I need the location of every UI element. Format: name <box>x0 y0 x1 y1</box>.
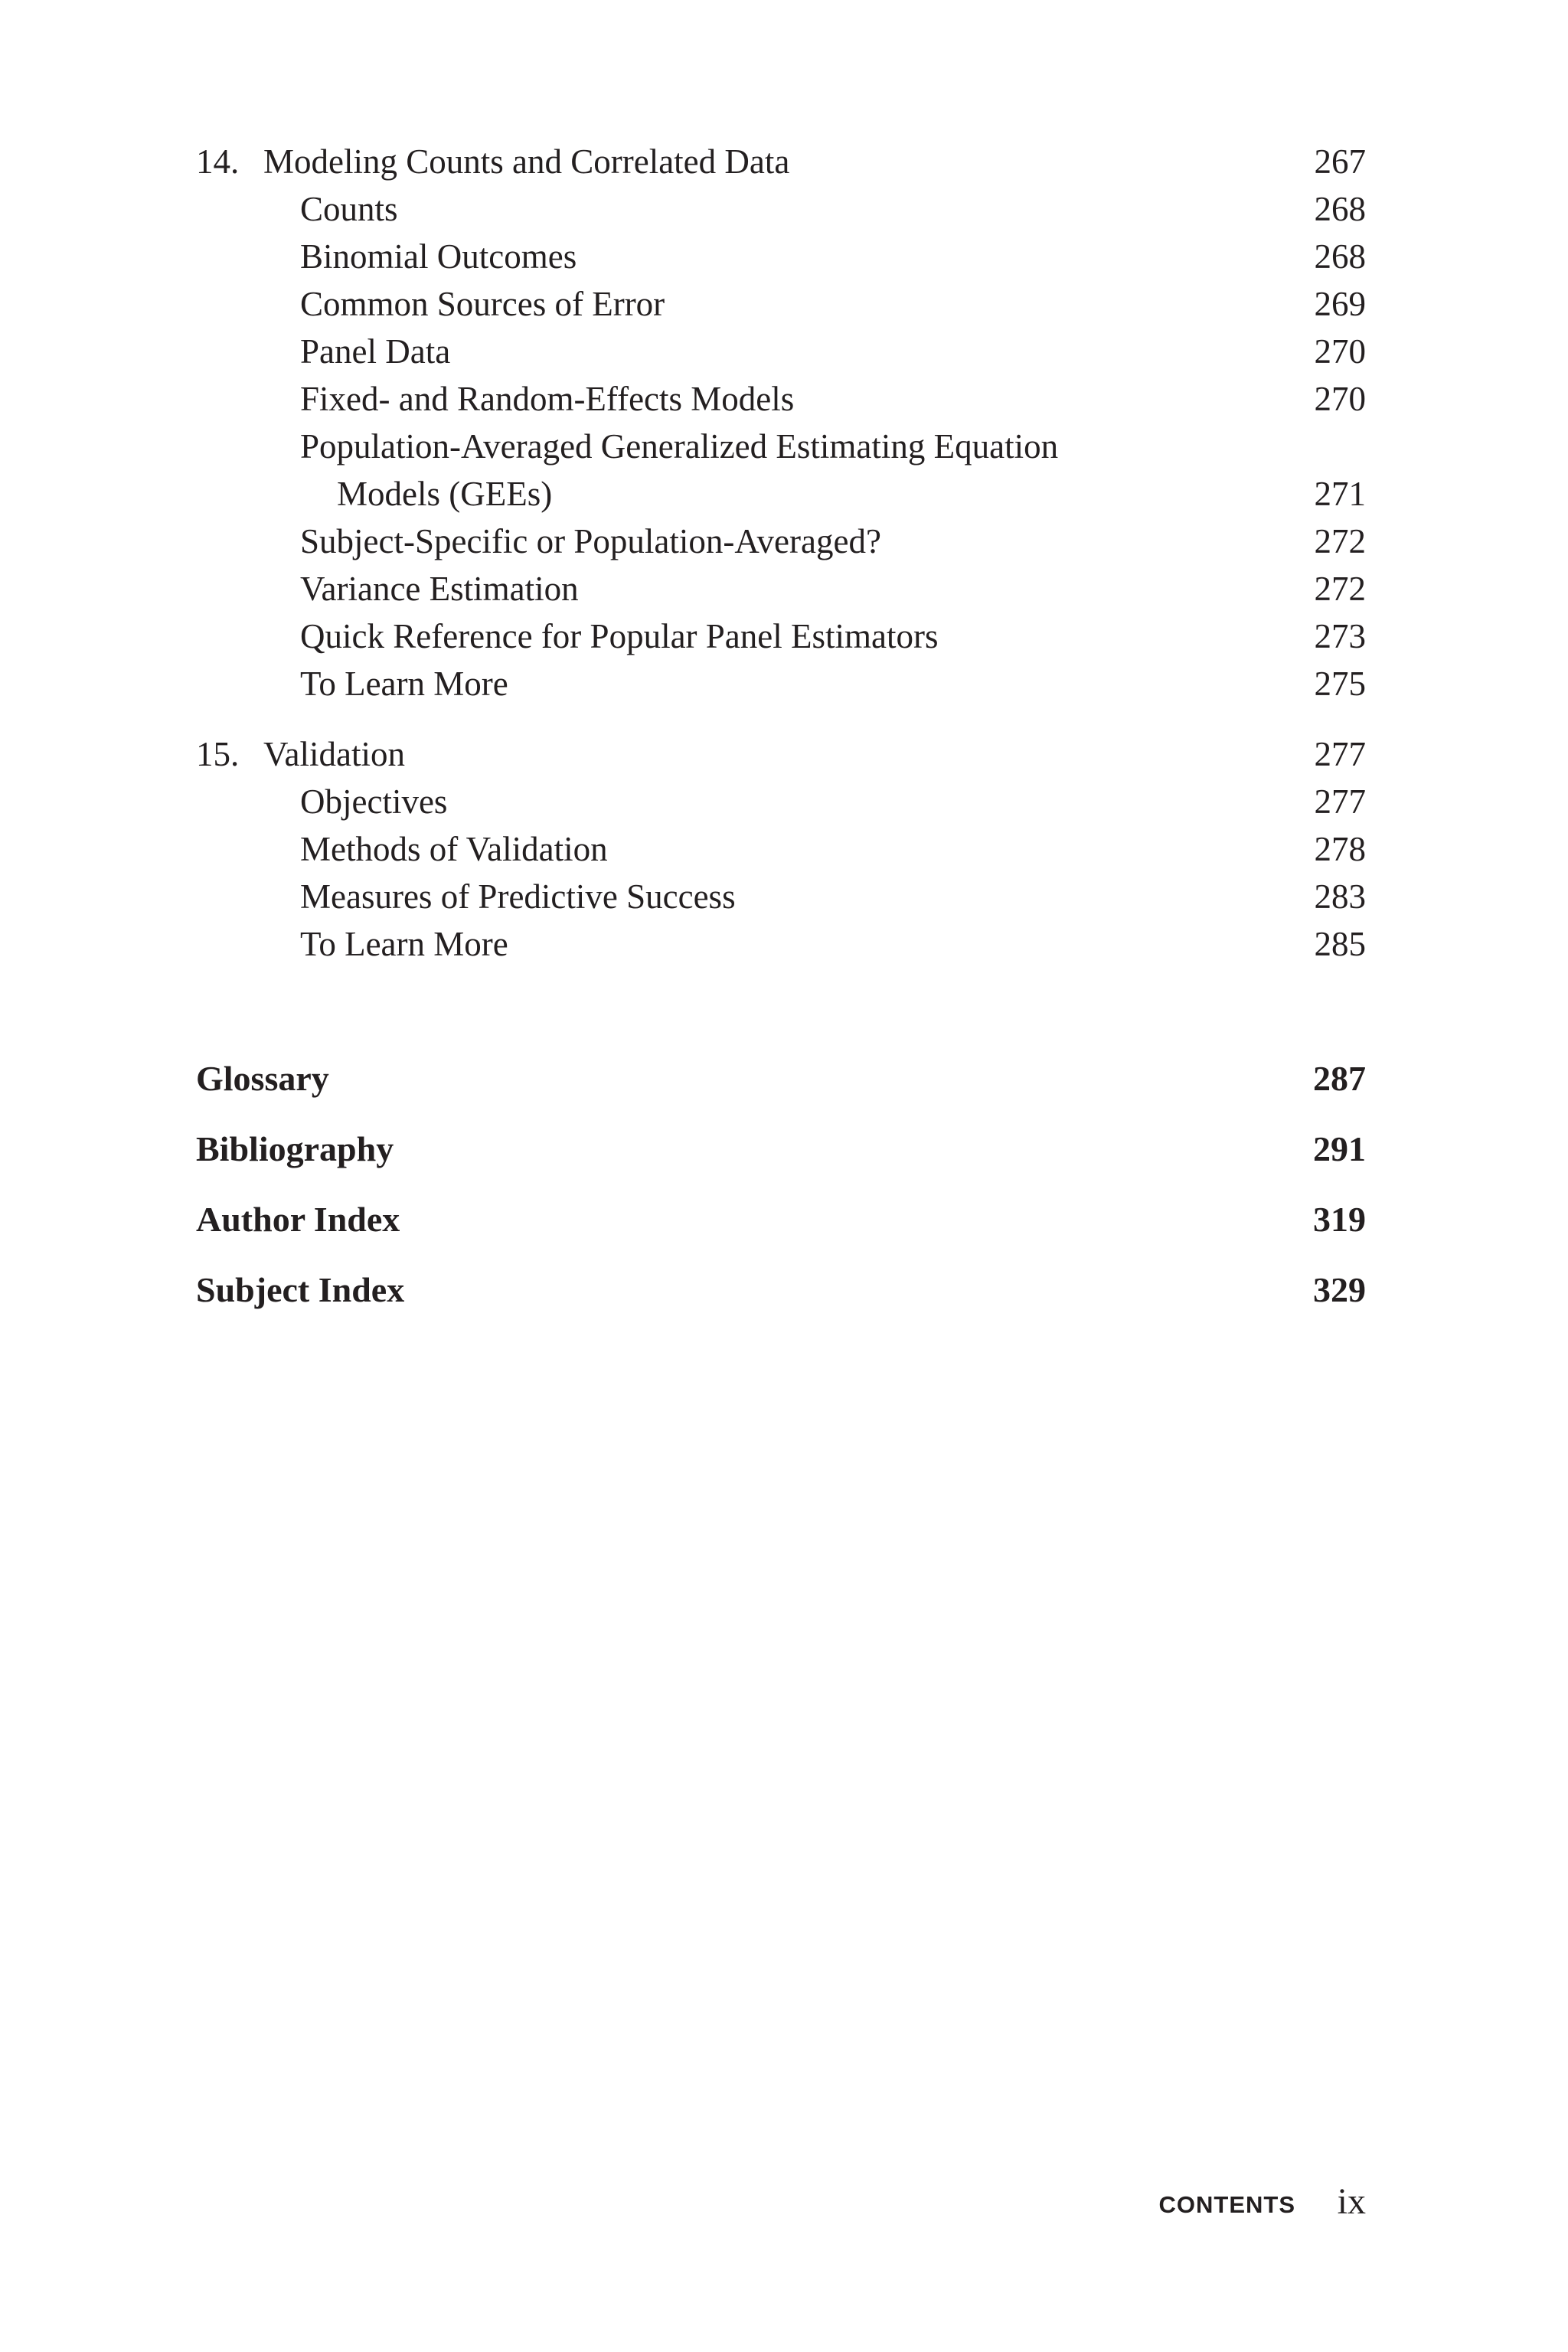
toc-section[interactable] <box>196 233 1366 280</box>
section-title: Variance Estimation <box>300 570 579 608</box>
section-page: 270 <box>1314 332 1366 371</box>
section-page: 268 <box>1314 190 1366 228</box>
chapter-number: 15. <box>196 735 240 773</box>
section-title: To Learn More <box>300 925 508 963</box>
back-matter-page: 287 <box>1313 1059 1366 1098</box>
section-page: 269 <box>1314 285 1366 323</box>
chapter-number: 14. <box>196 142 240 181</box>
toc-chapter-15[interactable] <box>196 730 1366 778</box>
toc-section[interactable] <box>196 873 1366 920</box>
section-title: Binomial Outcomes <box>300 237 577 276</box>
toc-chapter-14[interactable] <box>196 138 1366 185</box>
toc-section[interactable] <box>196 660 1366 707</box>
toc-section[interactable] <box>196 778 1366 825</box>
back-matter-title: Subject Index <box>196 1270 405 1309</box>
section-page: 271 <box>1314 475 1366 513</box>
running-head: CONTENTS <box>1158 2191 1295 2218</box>
toc-back-matter-bibliography[interactable] <box>196 1125 1366 1173</box>
toc-section[interactable] <box>196 920 1366 968</box>
back-matter-page: 329 <box>1313 1270 1366 1309</box>
back-matter-page: 291 <box>1313 1129 1366 1168</box>
toc-section[interactable] <box>196 825 1366 873</box>
section-title: Subject-Specific or Population-Averaged? <box>300 522 881 560</box>
section-page: 273 <box>1314 617 1366 655</box>
section-page: 275 <box>1314 665 1366 703</box>
section-title: Fixed- and Random-Effects Models <box>300 380 795 418</box>
toc-section[interactable] <box>196 565 1366 612</box>
page-footer <box>1072 2179 1366 2225</box>
back-matter-title: Author Index <box>196 1200 400 1239</box>
toc-section[interactable] <box>196 280 1366 328</box>
chapter-page: 277 <box>1314 735 1366 773</box>
section-title: Panel Data <box>300 332 451 371</box>
section-page: 268 <box>1314 237 1366 276</box>
toc-section[interactable] <box>196 185 1366 233</box>
section-page: 272 <box>1314 522 1366 560</box>
back-matter-page: 319 <box>1313 1200 1366 1239</box>
page-folio: ix <box>1337 2181 1366 2222</box>
section-page: 272 <box>1314 570 1366 608</box>
toc-back-matter-author-index[interactable] <box>196 1196 1366 1243</box>
section-title: Population-Averaged Generalized Estimating Equation <box>300 427 1059 466</box>
toc-section[interactable] <box>196 328 1366 375</box>
section-page: 278 <box>1314 830 1366 868</box>
section-title: Quick Reference for Popular Panel Estimators <box>300 617 939 655</box>
toc-section[interactable] <box>196 423 1366 470</box>
section-title: Methods of Validation <box>300 830 608 868</box>
back-matter-title: Glossary <box>196 1059 329 1098</box>
chapter-title: Validation <box>263 735 405 773</box>
section-title: To Learn More <box>300 665 508 703</box>
toc-section[interactable] <box>196 518 1366 565</box>
back-matter-title: Bibliography <box>196 1129 394 1168</box>
section-title: Counts <box>300 190 398 228</box>
chapter-title: Modeling Counts and Correlated Data <box>263 142 790 181</box>
section-page: 270 <box>1314 380 1366 418</box>
toc-section-continuation[interactable] <box>196 470 1366 518</box>
section-title: Measures of Predictive Success <box>300 877 736 916</box>
section-title: Objectives <box>300 782 448 821</box>
section-title: Common Sources of Error <box>300 285 665 323</box>
section-page: 277 <box>1314 782 1366 821</box>
chapter-page: 267 <box>1314 142 1366 181</box>
toc-back-matter-glossary[interactable] <box>196 1055 1366 1102</box>
section-title-continuation: Models (GEEs) <box>337 475 553 513</box>
section-page: 283 <box>1314 877 1366 916</box>
toc-section[interactable] <box>196 375 1366 423</box>
toc-section[interactable] <box>196 612 1366 660</box>
section-page: 285 <box>1314 925 1366 963</box>
toc-back-matter-subject-index[interactable] <box>196 1266 1366 1314</box>
